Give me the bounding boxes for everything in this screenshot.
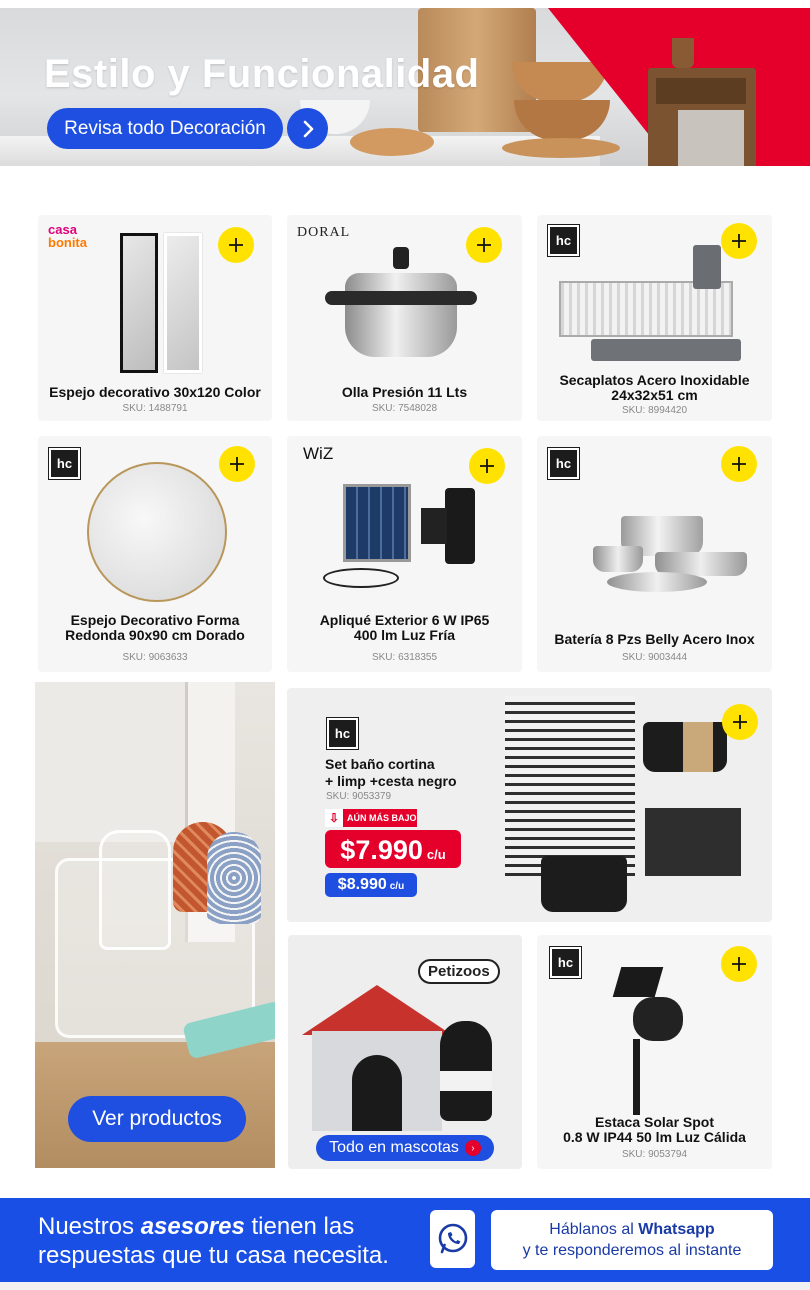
product-image bbox=[87, 462, 227, 602]
product-card-estaca-solar[interactable] bbox=[537, 935, 772, 1169]
featured-name-line2: + limp +cesta negro bbox=[325, 773, 457, 789]
basket-label-image bbox=[683, 722, 713, 772]
doral-logo: DORAL bbox=[297, 225, 351, 240]
product-name-line1: Estaca Solar Spot bbox=[594, 1114, 715, 1130]
hc-logo: hc bbox=[327, 718, 358, 749]
ver-productos-button[interactable]: Ver productos bbox=[68, 1096, 246, 1142]
whatsapp-btn-bold: Whatsapp bbox=[638, 1221, 715, 1238]
plus-icon bbox=[730, 232, 748, 250]
plus-icon bbox=[478, 457, 496, 475]
advisor-message-mid: tienen las bbox=[244, 1213, 355, 1240]
wood-plate-image bbox=[502, 138, 620, 158]
dog-house-door-image bbox=[352, 1055, 402, 1131]
product-sku: SKU: 8994420 bbox=[621, 405, 688, 416]
aun-mas-bajo-badge bbox=[325, 809, 417, 827]
product-image bbox=[323, 568, 399, 588]
product-card-olla-presion[interactable] bbox=[287, 215, 522, 421]
hc-logo: hc bbox=[548, 225, 579, 256]
plus-icon bbox=[475, 236, 493, 254]
wiz-logo: WiZ bbox=[303, 444, 334, 463]
plus-icon bbox=[730, 455, 748, 473]
plant-image bbox=[672, 38, 694, 68]
hc-logo: hc bbox=[550, 947, 581, 978]
hero-cta-arrow-button[interactable] bbox=[287, 108, 328, 149]
wood-plate-image bbox=[350, 128, 434, 156]
casa-bonita-logo: casa bonita bbox=[48, 222, 87, 250]
advisor-message-line2: respuestas que tu casa necesita. bbox=[38, 1242, 389, 1269]
add-to-cart-button[interactable] bbox=[469, 448, 505, 484]
wall-image bbox=[35, 682, 185, 842]
product-sku: SKU: 9063633 bbox=[122, 652, 188, 663]
petizoos-logo: Petizoos bbox=[418, 959, 500, 984]
product-name: Espejo Decorativo Forma Redonda 90x90 cm Dorado bbox=[65, 612, 245, 643]
curtain-image bbox=[505, 696, 635, 876]
featured-name-line1: Set baño cortina bbox=[325, 756, 435, 772]
price-unit: c/u bbox=[426, 847, 446, 862]
badge-label: AÚN MÁS BAJO bbox=[347, 813, 417, 823]
product-name: Espejo decorativo 30x120 Color bbox=[49, 384, 261, 400]
hero-title: Estilo y Funcionalidad bbox=[44, 52, 480, 96]
product-sku: SKU: 9053794 bbox=[621, 1149, 688, 1160]
product-image bbox=[393, 247, 409, 269]
whatsapp-btn-line1: Háblanos al bbox=[549, 1221, 639, 1238]
old-price bbox=[325, 873, 417, 897]
product-card-espejo-redondo[interactable] bbox=[38, 436, 272, 672]
advisor-banner bbox=[0, 1198, 810, 1282]
featured-sku: SKU: 9053379 bbox=[326, 791, 392, 802]
old-price-unit: c/u bbox=[389, 881, 405, 892]
add-to-cart-button[interactable] bbox=[721, 946, 757, 982]
featured-product-set-bano[interactable] bbox=[287, 688, 772, 922]
cabinet-image bbox=[648, 68, 756, 166]
product-image bbox=[693, 245, 721, 289]
product-card-espejo-decorativo[interactable] bbox=[38, 215, 272, 421]
bottom-strip bbox=[0, 1282, 810, 1290]
add-to-cart-button[interactable] bbox=[722, 704, 758, 740]
product-image bbox=[421, 508, 447, 544]
arrow-down-icon: ⇩ bbox=[325, 809, 343, 827]
dog-house-roof-image bbox=[302, 985, 452, 1035]
hero-banner[interactable] bbox=[0, 8, 810, 166]
product-sku: SKU: 1488791 bbox=[122, 403, 188, 414]
product-name-line2: 0.8 W IP44 50 lm Luz Cálida bbox=[563, 1129, 746, 1145]
chevron-right-icon: › bbox=[465, 1140, 481, 1156]
product-card-bateria[interactable] bbox=[537, 436, 772, 672]
dog-image bbox=[440, 1021, 492, 1121]
add-to-cart-button[interactable] bbox=[721, 223, 757, 259]
product-name: Apliqué Exterior 6 W IP65 400 lm Luz Fría bbox=[319, 612, 490, 643]
old-price-value: $8.990 bbox=[337, 876, 387, 893]
headband-image bbox=[207, 832, 261, 924]
pets-tile[interactable] bbox=[288, 935, 522, 1169]
hero-cta-button[interactable]: Revisa todo Decoración bbox=[47, 108, 283, 149]
product-image bbox=[633, 997, 683, 1041]
product-image bbox=[591, 339, 741, 361]
product-image bbox=[613, 967, 664, 997]
product-sku: SKU: 9003444 bbox=[621, 652, 688, 663]
product-image bbox=[445, 488, 475, 564]
product-image bbox=[325, 291, 477, 305]
chevron-right-icon bbox=[300, 120, 316, 138]
add-to-cart-button[interactable] bbox=[721, 446, 757, 482]
product-image bbox=[343, 484, 411, 562]
add-to-cart-button[interactable] bbox=[466, 227, 502, 263]
add-to-cart-button[interactable] bbox=[219, 446, 255, 482]
whatsapp-btn-line2: y te responderemos al instante bbox=[522, 1242, 742, 1259]
wood-bowl-image bbox=[514, 100, 610, 140]
price-value: $7.990 bbox=[340, 835, 423, 865]
product-sku: SKU: 6318355 bbox=[371, 652, 438, 663]
product-card-secaplatos[interactable] bbox=[537, 215, 772, 421]
product-name: Olla Presión 11 Lts bbox=[341, 384, 468, 400]
product-name: Secaplatos Acero Inoxidable 24x32x51 cm bbox=[559, 372, 750, 403]
bath-mat-image bbox=[645, 808, 741, 876]
advisor-message-bold: asesores bbox=[140, 1213, 245, 1240]
product-image bbox=[593, 546, 643, 572]
plus-icon bbox=[227, 236, 245, 254]
product-image bbox=[607, 572, 707, 592]
plus-icon bbox=[228, 455, 246, 473]
plus-icon bbox=[730, 955, 748, 973]
basket-image bbox=[541, 856, 627, 912]
promo-photo-tile[interactable] bbox=[35, 682, 275, 1168]
product-image bbox=[633, 1039, 640, 1115]
product-sku: SKU: 7548028 bbox=[371, 403, 438, 414]
product-image bbox=[120, 233, 158, 373]
plus-icon bbox=[731, 713, 749, 731]
hc-logo: hc bbox=[49, 448, 80, 479]
current-price bbox=[325, 830, 461, 868]
whatsapp-icon bbox=[435, 1221, 471, 1257]
mascotas-label: Todo en mascotas bbox=[329, 1139, 459, 1156]
hc-logo: hc bbox=[548, 448, 579, 479]
product-image bbox=[164, 233, 202, 373]
whatsapp-icon-button[interactable] bbox=[430, 1210, 475, 1268]
product-card-aplique-exterior[interactable] bbox=[287, 436, 522, 672]
advisor-message bbox=[38, 1212, 389, 1270]
product-image bbox=[345, 273, 457, 357]
vase-image bbox=[99, 830, 171, 950]
product-name: Batería 8 Pzs Belly Acero Inox bbox=[554, 631, 755, 647]
advisor-message-pre: Nuestros bbox=[38, 1213, 141, 1240]
whatsapp-contact-button[interactable] bbox=[491, 1210, 773, 1270]
product-image bbox=[559, 281, 733, 337]
add-to-cart-button[interactable] bbox=[218, 227, 254, 263]
todo-en-mascotas-button[interactable] bbox=[316, 1135, 494, 1161]
